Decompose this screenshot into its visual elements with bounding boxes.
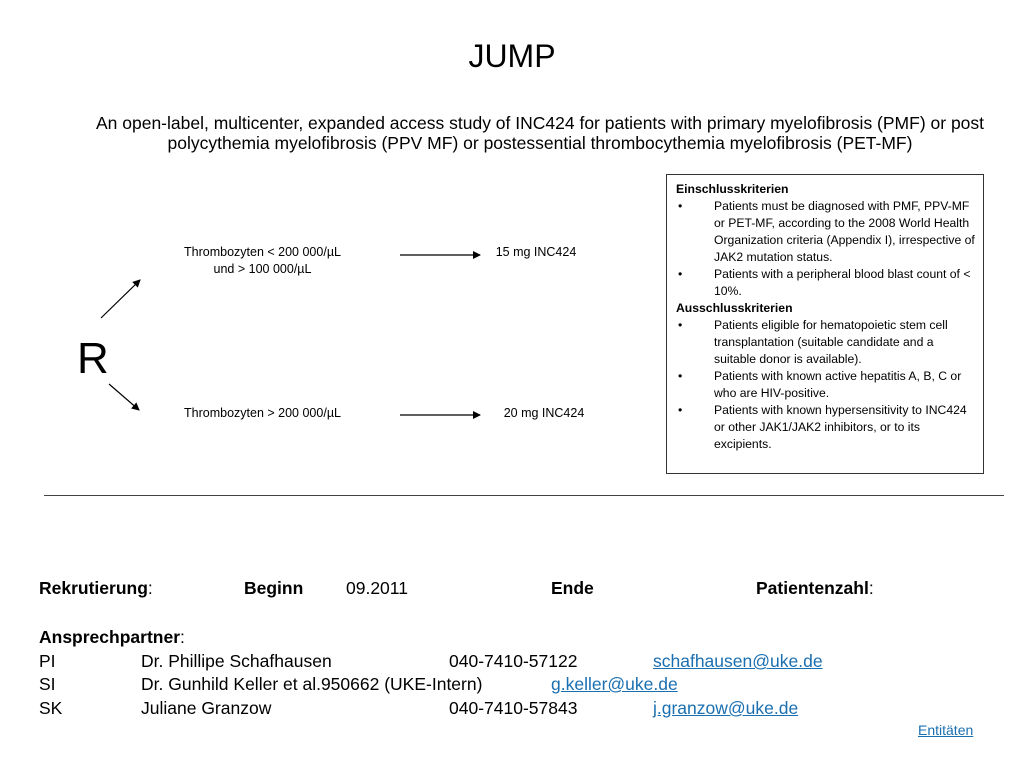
contacts-heading-text: Ansprechpartner xyxy=(39,627,181,647)
inclusion-item: • Patients with a peripheral blood blast count of < 10%. xyxy=(676,266,977,300)
study-description: An open-label, multicenter, expanded access study of INC424 for patients with primary myelofibrosis (PMF) or post polycythemia myelofibrosis (PPV MF) or postessential thrombocythemia myelofibrosis (PET-MF) xyxy=(95,113,985,153)
contact-name: Dr. Phillipe Schafhausen xyxy=(141,651,332,671)
recruitment-label: Rekrutierung: xyxy=(39,578,153,598)
arm-2-dose: 20 mg INC424 xyxy=(503,406,585,420)
inclusion-item: • Patients must be diagnosed with PMF, PPV-MF or PET-MF, according to the 2008 World Health Organization criteria (Appendix I), irrespective of JAK2 mutation status. xyxy=(676,198,977,266)
contact-email-link[interactable]: j.granzow@uke.de xyxy=(653,698,799,718)
arm-1-dose: 15 mg INC424 xyxy=(495,245,577,259)
contact-role: SI xyxy=(39,674,56,694)
patients-label-text: Patientenzahl xyxy=(756,578,869,598)
patients-label: Patientenzahl: xyxy=(756,578,874,598)
arm-1-condition-line1: Thrombozyten < 200 000/µL xyxy=(184,245,341,259)
section-divider xyxy=(44,495,1004,496)
exclusion-list xyxy=(676,317,977,453)
criteria-box xyxy=(666,174,984,474)
arm-1-condition-line2: und > 100 000/µL xyxy=(213,262,312,276)
end-label: Ende xyxy=(551,578,594,598)
exclusion-item: • Patients with known hypersensitivity to INC424 or other JAK1/JAK2 inhibitors, or to its excipients. xyxy=(676,402,977,453)
start-value: 09.2011 xyxy=(346,578,408,598)
entities-link[interactable]: Entitäten xyxy=(918,722,974,738)
arm-2-condition: Thrombozyten > 200 000/µL xyxy=(184,406,341,420)
page-title: JUMP xyxy=(468,38,556,74)
randomization-label: R xyxy=(77,334,109,383)
exclusion-item: • Patients with known active hepatitis A, B, C or who are HIV-positive. xyxy=(676,368,977,402)
contact-phone: 040-7410-57122 xyxy=(449,651,578,671)
arrow-to-arm-1 xyxy=(101,280,140,318)
contact-name: Juliane Granzow xyxy=(141,698,272,718)
contact-email-link[interactable]: g.keller@uke.de xyxy=(551,674,678,694)
contacts-heading: Ansprechpartner: xyxy=(39,627,185,647)
contact-role: PI xyxy=(39,651,56,671)
exclusion-item: • Patients eligible for hematopoietic stem cell transplantation (suitable candidate and a suitable donor is available). xyxy=(676,317,977,368)
contact-email-link[interactable]: schafhausen@uke.de xyxy=(653,651,823,671)
contact-phone: 040-7410-57843 xyxy=(449,698,578,718)
arrow-to-arm-2 xyxy=(109,384,139,410)
start-label: Beginn xyxy=(244,578,304,598)
contact-role: SK xyxy=(39,698,63,718)
contact-name: Dr. Gunhild Keller et al.950662 (UKE-Intern) xyxy=(141,674,483,694)
exclusion-heading: Ausschlusskriterien xyxy=(676,301,793,315)
inclusion-heading: Einschlusskriterien xyxy=(676,182,789,196)
inclusion-list xyxy=(676,198,977,300)
recruitment-label-text: Rekrutierung xyxy=(39,578,148,598)
arm-1-condition xyxy=(150,244,375,278)
